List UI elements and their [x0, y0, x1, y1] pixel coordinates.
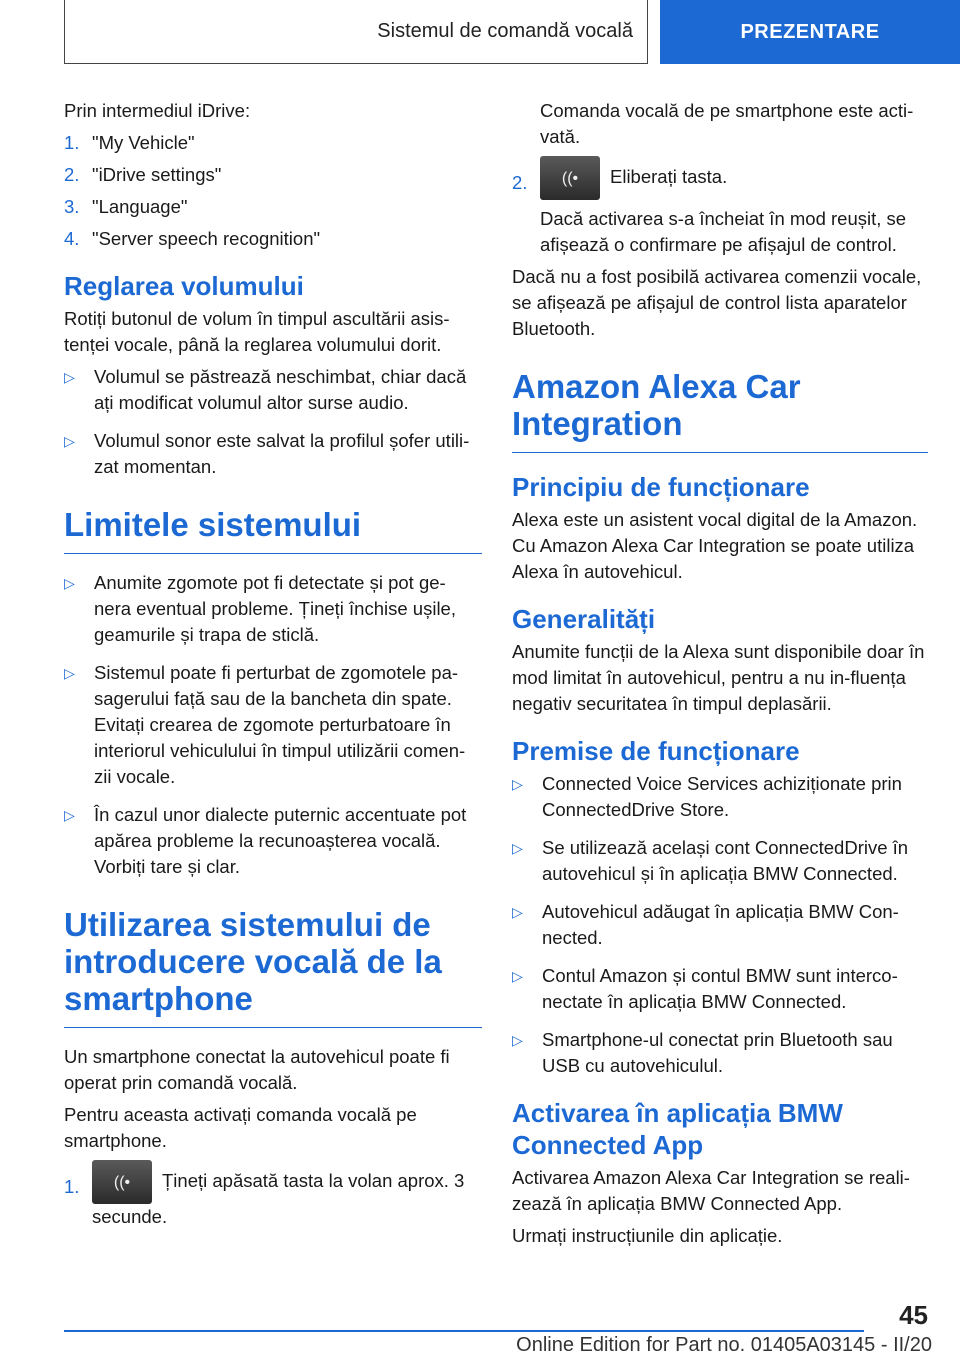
triangle-bullet-icon: ▷	[64, 807, 75, 823]
header-tab[interactable]: PREZENTARE	[660, 0, 960, 64]
voice-button-icon: ((•	[540, 156, 600, 200]
activate-text-1: Activarea Amazon Alexa Car Integration se reali-zează în aplicația BMW Connected App.	[512, 1167, 910, 1214]
smartphone-text-2: Pentru aceasta activați comanda vocală pe smartphone.	[64, 1104, 417, 1151]
limits-heading: Limitele sistemului	[64, 506, 482, 554]
triangle-bullet-icon: ▷	[64, 433, 75, 449]
step2-result: Dacă activarea s-a încheiat în mod reușit, se afișează o confirmare pe afișajul de control.	[540, 208, 907, 255]
triangle-bullet-icon: ▷	[64, 369, 75, 385]
right-column	[512, 98, 928, 1255]
list-item: ▷ Smartphone-ul conectat prin Bluetooth sau USB cu autovehiculul.	[512, 1027, 928, 1079]
fail-text: Dacă nu a fost posibilă activarea comenzii vocale, se afișează pe afișajul de control lista aparatelor Bluetooth.	[512, 266, 922, 339]
voice-button-icon: ((•	[92, 1160, 152, 1204]
triangle-bullet-icon: ▷	[512, 904, 523, 920]
triangle-bullet-icon: ▷	[512, 776, 523, 792]
list-item: ▷ Contul Amazon și contul BMW sunt interco-nectate în aplicația BMW Connected.	[512, 963, 928, 1015]
footer-edition: Online Edition for Part no. 01405A03145 - II/20	[516, 1334, 932, 1356]
list-item: ▷ Autovehicul adăugat în aplicația BMW Con-nected.	[512, 899, 928, 951]
list-item: ▷ Sistemul poate fi perturbat de zgomotele pa-sagerului față sau de la bancheta din spate. Evitați crearea de zgomote perturbatoare în interiorul vehiculului în timpul utilizării comen-zii vocale.	[64, 660, 482, 790]
volume-heading: Reglarea volumului	[64, 271, 304, 301]
triangle-bullet-icon: ▷	[512, 840, 523, 856]
header-section-title: Sistemul de comandă vocală	[64, 0, 648, 64]
left-column	[64, 98, 482, 1236]
activate-heading: Activarea în aplicația BMW Connected App	[512, 1098, 843, 1160]
list-item: 1. ((• Țineți apăsată tasta la volan aprox. 3 secunde.	[64, 1160, 482, 1230]
list-item: 2. ((• Eliberați tasta.	[512, 156, 928, 200]
continuation-text: Comanda vocală de pe smartphone este acti-vată.	[540, 100, 914, 147]
page-number: 45	[899, 1300, 928, 1330]
principle-heading: Principiu de funcționare	[512, 472, 810, 502]
general-heading: Generalități	[512, 604, 656, 634]
activate-text-2: Urmați instrucțiunile din aplicație.	[512, 1225, 783, 1246]
list-item: ▷ Volumul se păstrează neschimbat, chiar dacă ați modificat volumul altor surse audio.	[64, 364, 482, 416]
principle-text: Alexa este un asistent vocal digital de la Amazon. Cu Amazon Alexa Car Integration se poate utiliza Alexa în autovehicul.	[512, 509, 918, 582]
list-item: ▷ În cazul unor dialecte puternic accentuate pot apărea probleme la recunoașterea vocală. Vorbiți tare și clar.	[64, 802, 482, 880]
triangle-bullet-icon: ▷	[64, 665, 75, 681]
list-item: ▷ Volumul sonor este salvat la profilul șofer utili-zat momentan.	[64, 428, 482, 480]
list-item: 1. "My Vehicle"	[64, 132, 195, 153]
premise-heading: Premise de funcționare	[512, 736, 800, 766]
list-item: 2. "iDrive settings"	[64, 164, 222, 185]
volume-text: Rotiți butonul de volum în timpul ascultării asis-tenței vocale, până la reglarea volumului dorit.	[64, 308, 450, 355]
list-item: ▷ Connected Voice Services achiziționate prin ConnectedDrive Store.	[512, 771, 928, 823]
triangle-bullet-icon: ▷	[512, 968, 523, 984]
list-item: 4. "Server speech recognition"	[64, 228, 321, 249]
list-item: 3. "Language"	[64, 196, 188, 217]
list-item: ▷ Se utilizează același cont ConnectedDrive în autovehicul și în aplicația BMW Connected.	[512, 835, 928, 887]
list-item: ▷ Anumite zgomote pot fi detectate și pot ge-nera eventual probleme. Țineți închise ușile, geamurile și trapa de sticlă.	[64, 570, 482, 648]
general-text: Anumite funcții de la Alexa sunt disponibile doar în mod limitat în autovehicul, pentru a nu in-fluența negativ securitatea în timpul deplasării.	[512, 641, 925, 714]
alexa-heading: Amazon Alexa Car Integration	[512, 368, 928, 453]
intro-text: Prin intermediul iDrive:	[64, 100, 251, 121]
triangle-bullet-icon: ▷	[64, 575, 75, 591]
footer-divider	[64, 1330, 864, 1332]
smartphone-heading: Utilizarea sistemului de introducere vocală de la smartphone	[64, 906, 482, 1028]
triangle-bullet-icon: ▷	[512, 1032, 523, 1048]
smartphone-text-1: Un smartphone conectat la autovehicul poate fi operat prin comandă vocală.	[64, 1046, 450, 1093]
